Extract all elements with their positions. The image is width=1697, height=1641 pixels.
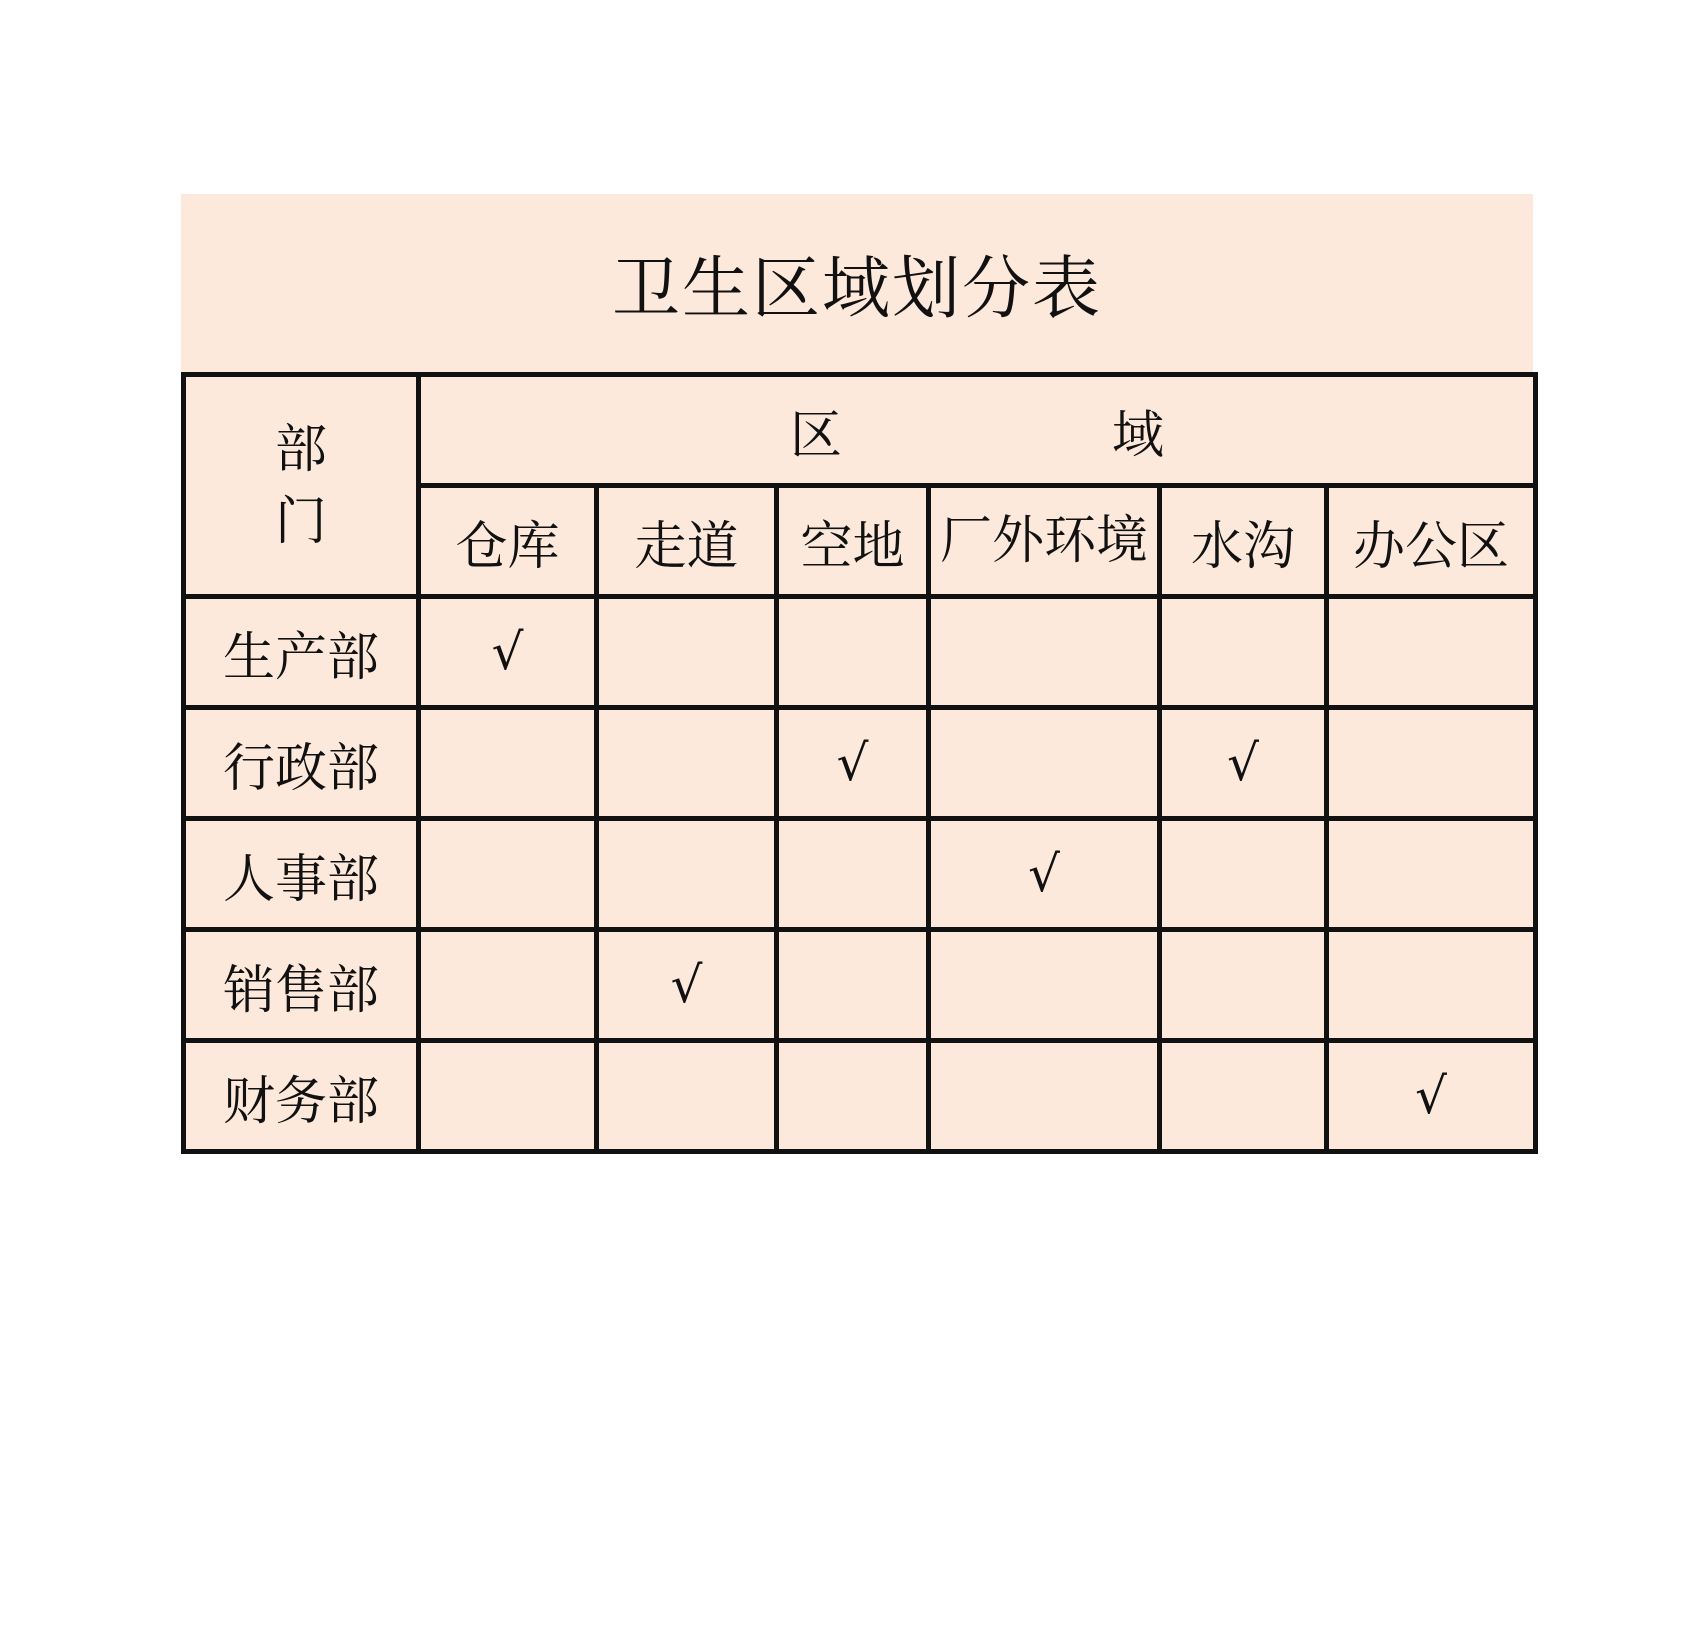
column-header-warehouse: 仓库 xyxy=(419,486,597,597)
table-row xyxy=(184,708,1536,819)
assignment-cell xyxy=(1160,597,1327,708)
region-header-char2: 域 xyxy=(1112,405,1165,466)
assignment-cell: √ xyxy=(1327,1041,1536,1152)
column-header-corridor: 走道 xyxy=(597,486,777,597)
column-header-outside-environment: 厂外环境 xyxy=(929,486,1160,597)
assignment-cell xyxy=(597,819,777,930)
table-row xyxy=(184,819,1536,930)
sheet-title: 卫生区域划分表 xyxy=(611,249,1102,329)
assignment-cell xyxy=(597,1041,777,1152)
assignment-cell xyxy=(777,597,929,708)
table-row xyxy=(184,597,1536,708)
department-name-cell: 人事部 xyxy=(184,819,419,930)
assignment-cell xyxy=(419,819,597,930)
assignment-cell xyxy=(1160,930,1327,1041)
sheet-title-band xyxy=(181,194,1533,372)
assignment-cell xyxy=(929,597,1160,708)
assignment-cell: √ xyxy=(597,930,777,1041)
region-header-cell xyxy=(419,375,1536,486)
header-row-1 xyxy=(184,375,1536,486)
assignment-cell xyxy=(1327,597,1536,708)
assignment-cell xyxy=(419,708,597,819)
department-name-cell: 财务部 xyxy=(184,1041,419,1152)
table-row xyxy=(184,930,1536,1041)
assignment-cell: √ xyxy=(1160,708,1327,819)
assignment-cell: √ xyxy=(929,819,1160,930)
department-name-cell: 行政部 xyxy=(184,708,419,819)
assignment-cell xyxy=(597,597,777,708)
assignment-cell xyxy=(777,1041,929,1152)
sanitation-table xyxy=(181,372,1538,1154)
assignment-cell xyxy=(777,930,929,1041)
assignment-cell xyxy=(777,819,929,930)
department-header-cell xyxy=(184,375,419,597)
assignment-cell xyxy=(1327,708,1536,819)
department-header-line1: 部 xyxy=(274,419,327,480)
region-header-char1: 区 xyxy=(789,405,842,466)
assignment-cell xyxy=(597,708,777,819)
assignment-cell: √ xyxy=(419,597,597,708)
assignment-cell xyxy=(929,708,1160,819)
assignment-cell xyxy=(929,930,1160,1041)
table-row xyxy=(184,1041,1536,1152)
department-header-line2: 门 xyxy=(274,491,327,552)
assignment-cell xyxy=(929,1041,1160,1152)
assignment-cell: √ xyxy=(777,708,929,819)
column-header-ditch: 水沟 xyxy=(1160,486,1327,597)
assignment-cell xyxy=(419,930,597,1041)
assignment-cell xyxy=(1327,930,1536,1041)
column-header-open-space: 空地 xyxy=(777,486,929,597)
column-header-office-area: 办公区 xyxy=(1327,486,1536,597)
assignment-cell xyxy=(1160,1041,1327,1152)
assignment-cell xyxy=(1327,819,1536,930)
department-name-cell: 生产部 xyxy=(184,597,419,708)
assignment-cell xyxy=(1160,819,1327,930)
sanitation-sheet xyxy=(181,194,1533,1154)
department-name-cell: 销售部 xyxy=(184,930,419,1041)
assignment-cell xyxy=(419,1041,597,1152)
